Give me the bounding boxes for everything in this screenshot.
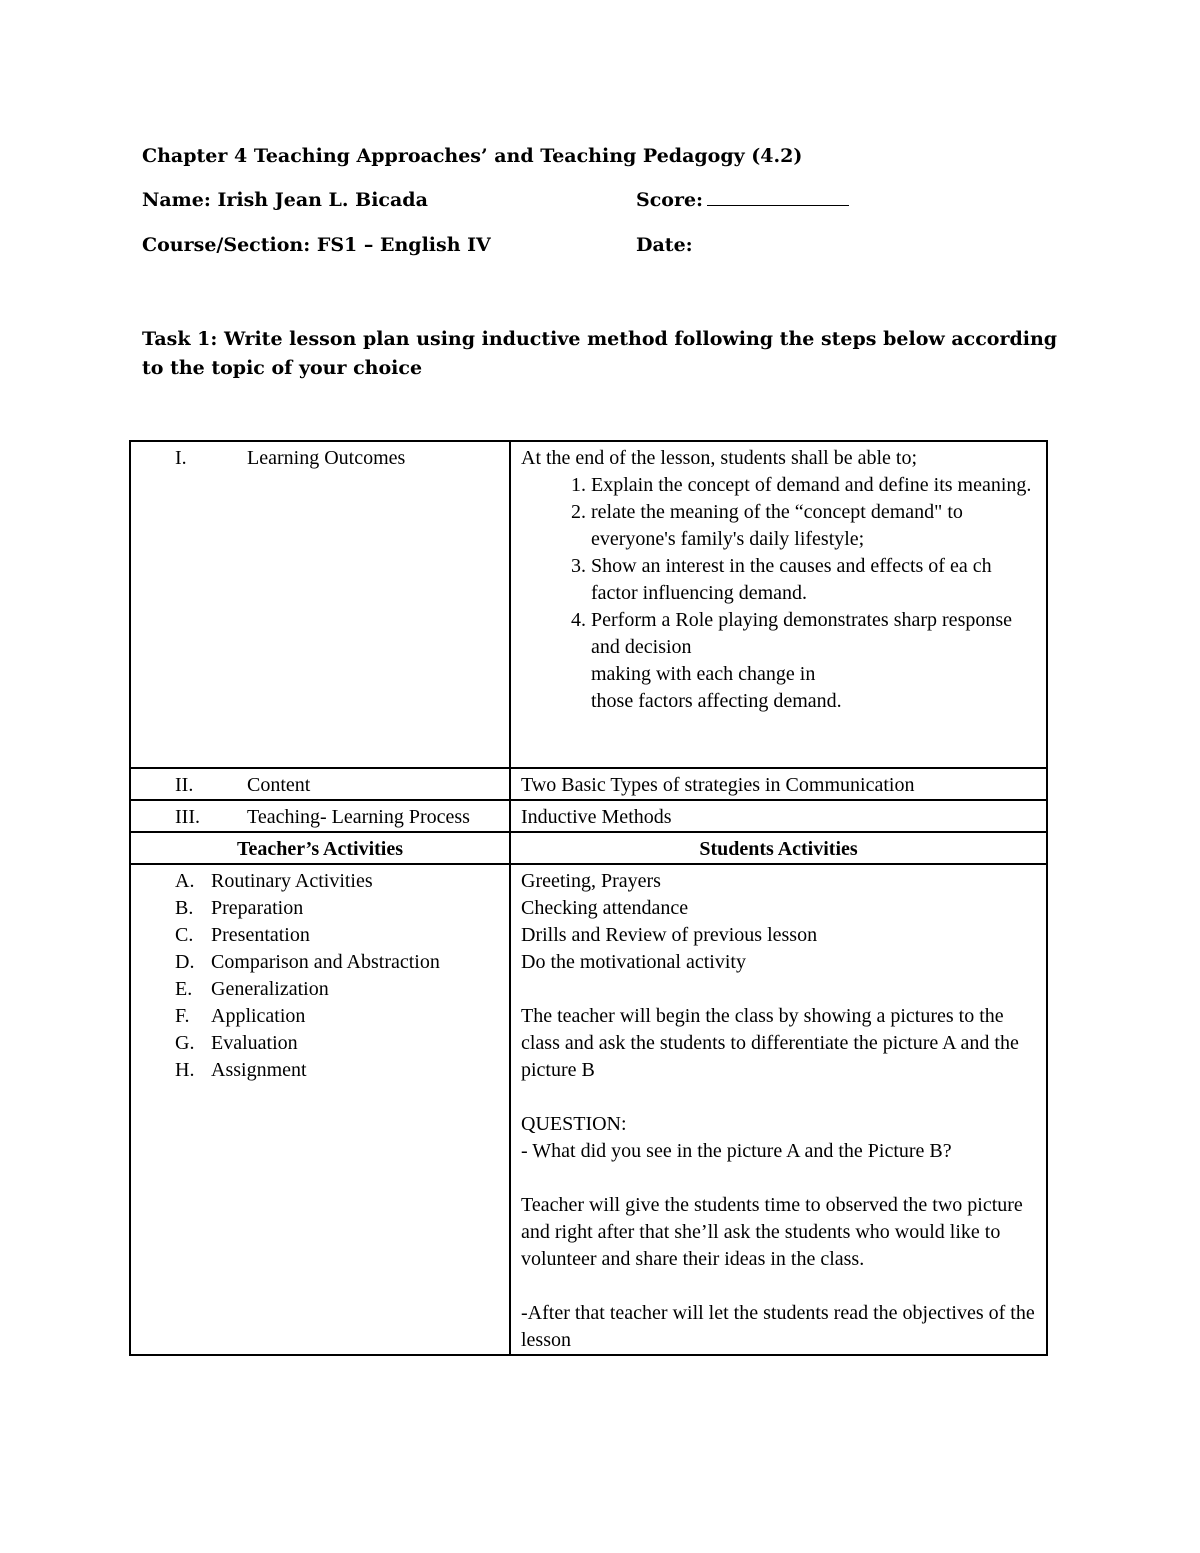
step-item: F. Application xyxy=(175,1005,306,1027)
step-item: G. Evaluation xyxy=(175,1032,298,1054)
row-process xyxy=(130,800,1047,832)
student-activity-line: Greeting, Prayers xyxy=(521,870,661,892)
content-label-cell xyxy=(130,768,510,800)
process-value: Inductive Methods xyxy=(510,800,1047,832)
content-label: Content xyxy=(247,774,311,796)
roman-numeral: I. xyxy=(175,447,187,469)
row-activities xyxy=(130,864,1047,1355)
question-label: QUESTION: xyxy=(521,1113,627,1135)
activity-paragraph: The teacher will begin the class by showing a pictures to the class and ask the students to differentiate the picture A and the picture B xyxy=(521,1005,1019,1081)
row-column-headers xyxy=(130,832,1047,864)
score-field xyxy=(636,189,849,211)
chapter-title: Chapter 4 Teaching Approaches’ and Teaching Pedagogy (4.2) xyxy=(142,145,803,167)
process-label: Teaching- Learning Process xyxy=(247,806,470,828)
teacher-activities-header: Teacher’s Activities xyxy=(130,832,510,864)
roman-numeral: III. xyxy=(175,806,200,828)
roman-numeral: II. xyxy=(175,774,194,796)
objective-item: 1. Explain the concept of demand and define its meaning. xyxy=(591,472,1036,499)
objective-item: 3. Show an interest in the causes and effects of ea ch factor influencing demand. xyxy=(591,553,1036,607)
students-activities-cell xyxy=(510,864,1047,1355)
step-item: C. Presentation xyxy=(175,924,310,946)
objective-item: 4. Perform a Role playing demonstrates sharp response and decision xyxy=(591,607,1036,661)
objectives-list xyxy=(521,472,1036,661)
objective-continuation: those factors affecting demand. xyxy=(591,690,842,712)
step-item: A. Routinary Activities xyxy=(175,870,373,892)
objective-continuation: making with each change in xyxy=(591,663,816,685)
score-label: Score: xyxy=(636,189,704,211)
students-activities-header: Students Activities xyxy=(510,832,1047,864)
course-section: Course/Section: FS1 – English IV xyxy=(142,234,491,256)
steps-list xyxy=(141,868,499,1084)
row-learning-outcomes xyxy=(130,441,1047,768)
student-activity-line: Drills and Review of previous lesson xyxy=(521,924,818,946)
activity-paragraph: -After that teacher will let the students read the objectives of the lesson xyxy=(521,1302,1035,1351)
student-activity-line: Checking attendance xyxy=(521,897,689,919)
learning-outcomes-cell xyxy=(510,441,1047,768)
row-content xyxy=(130,768,1047,800)
learning-outcomes-label-cell xyxy=(130,441,510,768)
step-item: D. Comparison and Abstraction xyxy=(175,951,440,973)
objective-item: 2. relate the meaning of the “concept demand" to everyone's family's daily lifestyle; xyxy=(591,499,1036,553)
activity-paragraph: Teacher will give the students time to observed the two picture and right after that she’ll ask the students who would like to volunteer and share their ideas in the class. xyxy=(521,1194,1023,1270)
teacher-activities-cell xyxy=(130,864,510,1355)
score-blank-line xyxy=(707,189,849,206)
task-instruction: Task 1: Write lesson plan using inductive method following the steps below according to the topic of your choice xyxy=(142,328,1058,379)
question-text: - What did you see in the picture A and the Picture B? xyxy=(521,1140,952,1162)
date-label: Date: xyxy=(636,234,693,256)
student-name: Name: Irish Jean L. Bicada xyxy=(142,189,428,211)
outcomes-intro: At the end of the lesson, students shall be able to; xyxy=(521,447,918,469)
step-item: B. Preparation xyxy=(175,897,304,919)
student-activity-line: Do the motivational activity xyxy=(521,951,746,973)
step-item: H. Assignment xyxy=(175,1059,307,1081)
learning-outcomes-label: Learning Outcomes xyxy=(247,447,406,469)
process-label-cell xyxy=(130,800,510,832)
content-value: Two Basic Types of strategies in Communication xyxy=(510,768,1047,800)
lesson-plan-table xyxy=(129,440,1048,1356)
step-item: E. Generalization xyxy=(175,978,329,1000)
